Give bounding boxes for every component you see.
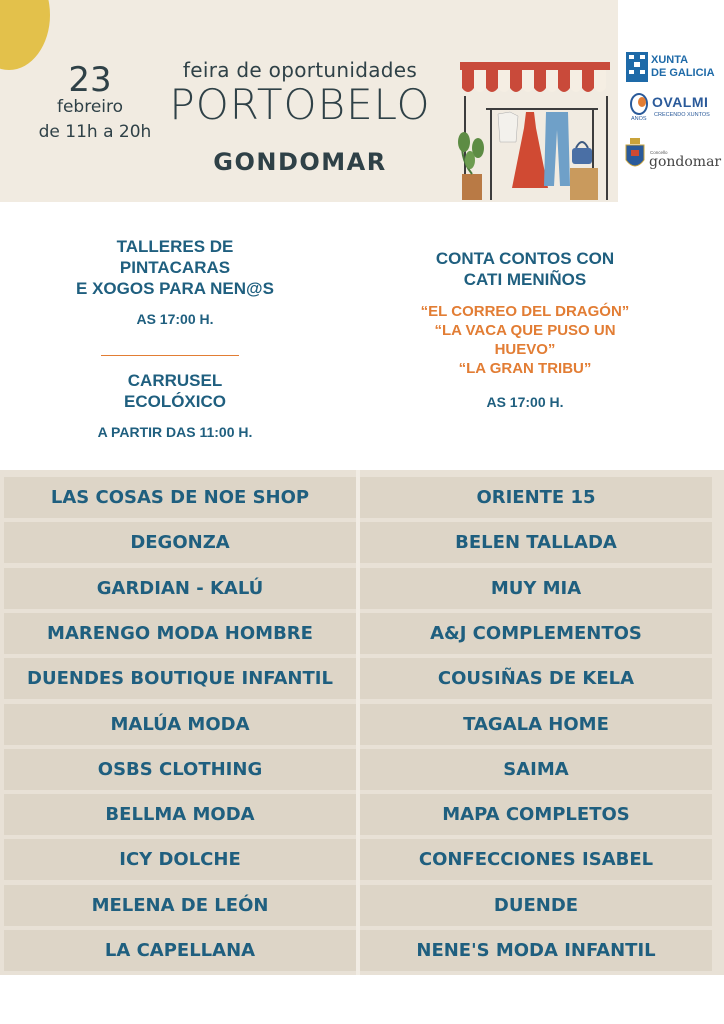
event-subtitle: feira de oportunidades [182, 58, 418, 82]
workshop-line1: TALLERES DE [116, 237, 234, 256]
ovalmi-name: OVALMI [652, 94, 709, 110]
shop-name-cell: ICY DOLCHE [4, 839, 356, 880]
header-banner [0, 0, 618, 202]
shop-name-cell: SAIMA [360, 749, 712, 790]
shop-illustration [450, 56, 610, 202]
shop-name-cell: MELENA DE LEÓN [4, 885, 356, 926]
storytelling-block [380, 248, 670, 410]
carousel-line1: CARRUSEL [127, 371, 223, 390]
shop-name-cell: BELEN TALLADA [360, 522, 712, 563]
xunta-logo [624, 50, 720, 84]
shop-name-cell: MAPA COMPLETOS [360, 794, 712, 835]
shop-name-cell: BELLMA MODA [4, 794, 356, 835]
shops-table [0, 470, 724, 975]
shops-column-left [4, 470, 356, 975]
xunta-flag-icon [626, 52, 648, 82]
story-3: “LA GRAN TRIBU” [458, 360, 592, 377]
workshop-time: AS 17:00 H. [136, 311, 214, 327]
xunta-line1: XUNTA [651, 54, 689, 66]
shop-name-cell: NENE'S MODA INFANTIL [360, 930, 712, 971]
event-place: GONDOMAR [213, 148, 387, 176]
carousel-block [30, 370, 320, 440]
shop-name-cell: DUENDE [360, 885, 712, 926]
ovalmi-symbol-icon [628, 92, 650, 116]
shop-name-cell: TAGALA HOME [360, 704, 712, 745]
ovalmi-years: ANOS [631, 116, 647, 122]
gondomar-concello-logo [622, 136, 720, 176]
shop-name-cell: CONFECCIONES ISABEL [360, 839, 712, 880]
event-date-month: febreiro [56, 97, 124, 117]
shop-name-cell: COUSIÑAS DE KELA [360, 658, 712, 699]
story-2-line1: “LA VACA QUE PUSO UN [434, 322, 616, 339]
shop-name-cell: LAS COSAS DE NOE SHOP [4, 477, 356, 518]
shop-name-cell: MUY MIA [360, 568, 712, 609]
shop-name-cell: A&J COMPLEMENTOS [360, 613, 712, 654]
workshop-line2: PINTACARAS [119, 258, 231, 277]
gondomar-wordmark: gondomar [649, 154, 722, 170]
shops-column-right [360, 470, 712, 975]
shop-name-cell: LA CAPELLANA [4, 930, 356, 971]
storytelling-time: AS 17:00 H. [486, 394, 564, 410]
event-hours: de 11h a 20h [38, 122, 152, 142]
event-title: PORTOBELO [169, 80, 431, 129]
activities-divider [101, 355, 239, 356]
xunta-line2: DE GALICIA [651, 67, 715, 79]
story-2-line2: HUEVO” [494, 341, 556, 358]
workshop-block [30, 236, 320, 327]
ovalmi-logo [628, 92, 720, 126]
story-1: “EL CORREO DEL DRAGÓN” [420, 303, 630, 320]
shop-name-cell: OSBS CLOTHING [4, 749, 356, 790]
coat-of-arms-icon [624, 138, 646, 172]
shop-name-cell: MARENGO MODA HOMBRE [4, 613, 356, 654]
shop-name-cell: MALÚA MODA [4, 704, 356, 745]
carousel-line2: ECOLÓXICO [123, 392, 226, 411]
ovalmi-tagline: CRECENDO XUNTOS [654, 112, 710, 118]
storytelling-line1: CONTA CONTOS CON [435, 249, 615, 268]
shop-name-cell: DEGONZA [4, 522, 356, 563]
shop-name-cell: ORIENTE 15 [360, 477, 712, 518]
carousel-time: A PARTIR DAS 11:00 H. [97, 424, 253, 440]
sun-shape [0, 0, 50, 70]
workshop-line3: E XOGOS PARA NEN@S [76, 279, 274, 298]
event-date-day: 23 [68, 60, 112, 100]
storytelling-line2: CATI MENIÑOS [463, 270, 587, 289]
shop-name-cell: DUENDES BOUTIQUE INFANTIL [4, 658, 356, 699]
shops-column-divider [356, 470, 360, 975]
concello-label: Concello [650, 150, 668, 155]
shop-name-cell: GARDIAN - KALÚ [4, 568, 356, 609]
